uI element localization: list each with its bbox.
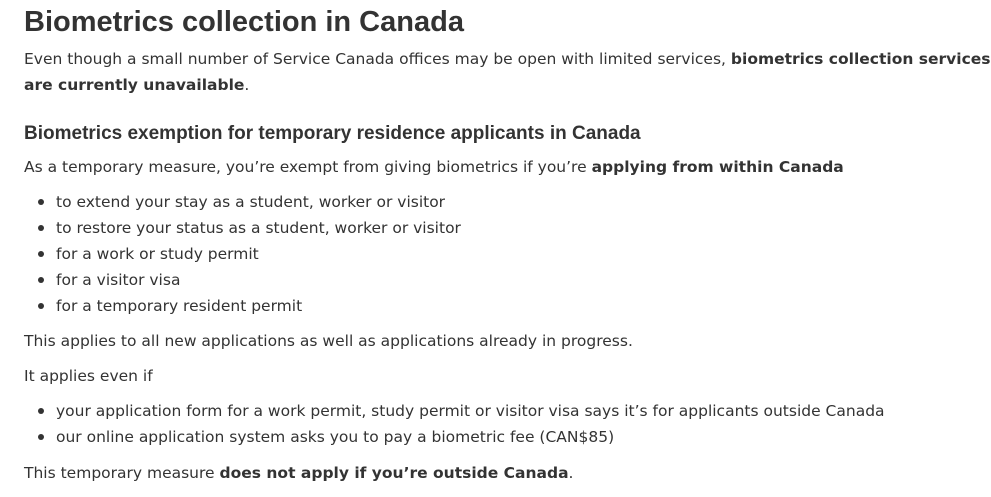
bullet-icon [38,408,44,414]
list-item [24,189,461,215]
intro-text: Even though a small number of Service Canada offices may be open with limited services, [24,50,731,68]
intro-paragraph-line-1 [24,46,991,72]
list-item-text: our online application system asks you to pay a biometric fee (CAN$85) [56,428,615,446]
bullet-icon [38,434,44,440]
exemption-lead-text: As a temporary measure, you’re exempt from giving biometrics if you’re [24,158,592,176]
list-item [24,293,461,319]
applies-all-paragraph: This applies to all new applications as well as applications already in progress. [24,332,633,350]
bullet-icon [38,251,44,257]
list-item [24,215,461,241]
list-item [24,398,885,424]
intro-bold-text: biometrics collection services [730,50,991,68]
list-item-text: for a work or study permit [56,245,259,263]
closing-bold-text: does not apply if you’re outside Canada [219,464,569,482]
list-item-text: your application form for a work permit, study permit or visitor visa says it’s for applicants outside Canada [56,402,885,420]
page-title: Biometrics collection in Canada [24,6,464,38]
intro-paragraph-line-2 [24,72,249,98]
bullet-icon [38,277,44,283]
exemption-lead-bold: applying from within Canada [591,158,844,176]
bullet-icon [38,225,44,231]
list-item [24,424,885,450]
closing-period: . [568,464,574,482]
exemption-list [24,189,461,319]
bullet-icon [38,199,44,205]
bullet-icon [38,303,44,309]
even-if-list [24,398,885,450]
list-item [24,241,461,267]
list-item-text: to restore your status as a student, worker or visitor [56,219,461,237]
exemption-lead [24,154,844,180]
exemption-heading: Biometrics exemption for temporary residence applicants in Canada [24,123,641,144]
list-item [24,267,461,293]
applies-even-if-paragraph: It applies even if [24,367,153,385]
list-item-text: to extend your stay as a student, worker or visitor [56,193,446,211]
intro-bold-text-2: are currently unavailable [24,76,245,94]
closing-text: This temporary measure [24,464,220,482]
intro-period: . [244,76,250,94]
list-item-text: for a visitor visa [56,271,181,289]
closing-paragraph [24,460,573,486]
list-item-text: for a temporary resident permit [56,297,303,315]
